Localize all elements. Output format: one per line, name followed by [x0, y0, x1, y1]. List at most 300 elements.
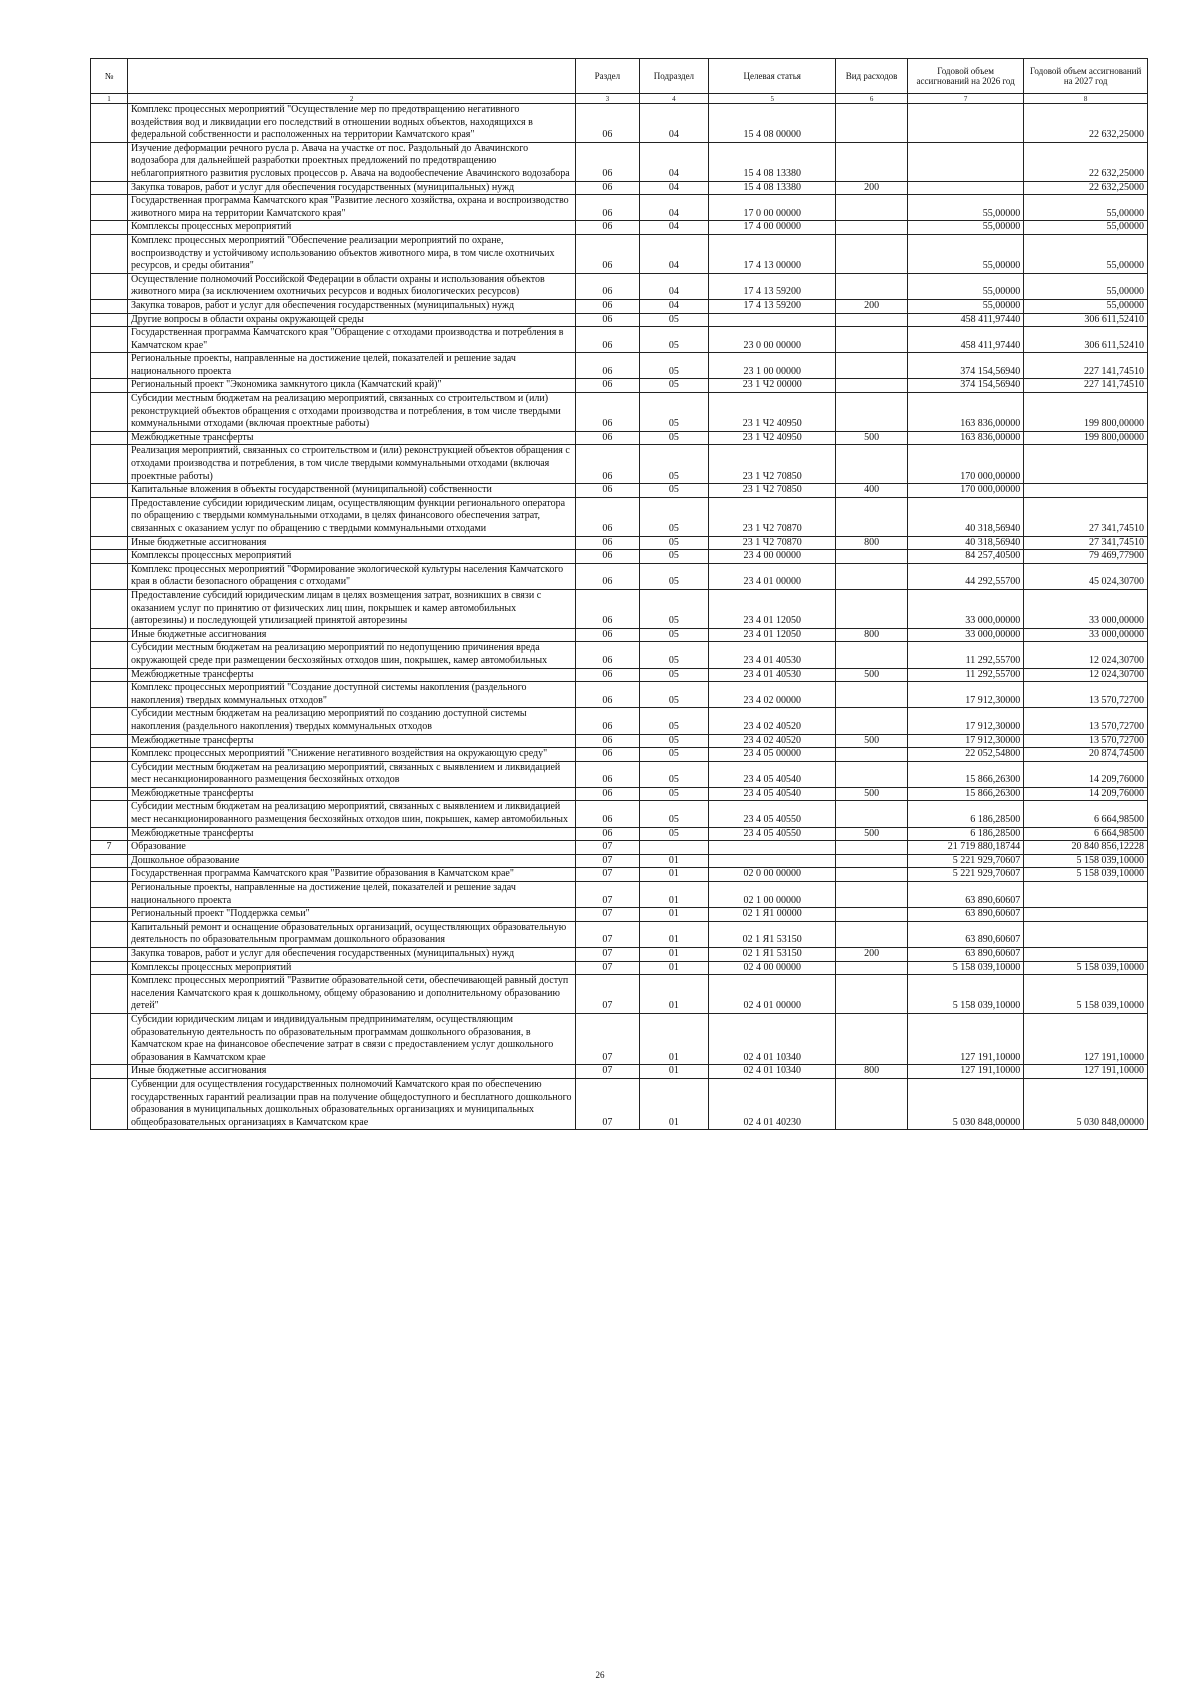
row-expense-type [836, 142, 908, 181]
row-razdel: 06 [576, 273, 639, 299]
row-name: Капитальный ремонт и оснащение образовательных организаций, осуществляющих образовательную деятельность по образовательным программам дошкольного образования [127, 921, 575, 947]
table-row [91, 854, 1148, 868]
row-target-article [709, 313, 836, 327]
row-name: Реализация мероприятий, связанных со строительством и (или) реконструкцией объектов обращения с отходами производства и потребления, в том числе твердыми коммунальными отходами (включая проектные работы) [127, 445, 575, 484]
row-target-article: 02 4 00 00000 [709, 961, 836, 975]
table-row [91, 393, 1148, 432]
row-amount-2027: 199 800,00000 [1024, 431, 1148, 445]
row-razdel: 06 [576, 445, 639, 484]
table-row [91, 195, 1148, 221]
row-podrazdel: 01 [639, 975, 709, 1014]
row-target-article: 02 4 01 40230 [709, 1078, 836, 1129]
row-amount-2027: 5 158 039,10000 [1024, 854, 1148, 868]
row-amount-2027: 6 664,98500 [1024, 801, 1148, 827]
row-amount-2026: 5 030 848,00000 [908, 1078, 1024, 1129]
row-expense-type [836, 313, 908, 327]
row-amount-2027: 45 024,30700 [1024, 563, 1148, 589]
row-podrazdel: 05 [639, 628, 709, 642]
row-amount-2026: 163 836,00000 [908, 431, 1024, 445]
row-amount-2026: 55,00000 [908, 234, 1024, 273]
row-razdel: 06 [576, 299, 639, 313]
row-index [91, 393, 128, 432]
row-razdel: 07 [576, 1078, 639, 1129]
row-razdel: 06 [576, 327, 639, 353]
row-amount-2027: 6 664,98500 [1024, 827, 1148, 841]
row-target-article: 23 1 Ч2 00000 [709, 379, 836, 393]
row-target-article: 23 4 05 40550 [709, 801, 836, 827]
row-amount-2027: 306 611,52410 [1024, 327, 1148, 353]
row-podrazdel: 05 [639, 708, 709, 734]
table-row [91, 948, 1148, 962]
table-row [91, 827, 1148, 841]
row-podrazdel: 05 [639, 642, 709, 668]
row-index [91, 142, 128, 181]
row-target-article: 23 4 02 00000 [709, 682, 836, 708]
row-amount-2027: 14 209,76000 [1024, 761, 1148, 787]
row-index [91, 1078, 128, 1129]
row-name: Региональные проекты, направленные на достижение целей, показателей и решение задач национального проекта [127, 353, 575, 379]
row-target-article: 17 4 13 00000 [709, 234, 836, 273]
row-razdel: 06 [576, 682, 639, 708]
table-row [91, 273, 1148, 299]
row-expense-type: 800 [836, 1065, 908, 1079]
row-razdel: 07 [576, 1065, 639, 1079]
row-name: Субсидии местным бюджетам на реализацию мероприятий, связанных с выявлением и ликвидацией мест несанкционированного размещения бесхозяйных отходов [127, 761, 575, 787]
row-name: Субвенции для осуществления государственных полномочий Камчатского края по обеспечению государственных гарантий реализации прав на получение общедоступного и бесплатного дошкольного образования в муниципальных дошкольных образовательных организациях и муниципальных общеобразовательных организациях в Камчатском крае [127, 1078, 575, 1129]
table-row [91, 142, 1148, 181]
row-index [91, 299, 128, 313]
row-amount-2026: 170 000,00000 [908, 484, 1024, 498]
row-name: Предоставление субсидии юридическим лицам, осуществляющим функции регионального оператора по обращению с твердыми коммунальными отходами, в целях финансового обеспечения затрат, связанных с оказанием услуг по обращению с твердыми коммунальными отходами [127, 497, 575, 536]
row-amount-2026: 63 890,60607 [908, 921, 1024, 947]
row-amount-2027: 55,00000 [1024, 221, 1148, 235]
row-razdel: 06 [576, 801, 639, 827]
row-index [91, 787, 128, 801]
row-razdel: 06 [576, 313, 639, 327]
row-podrazdel: 05 [639, 484, 709, 498]
row-razdel: 06 [576, 234, 639, 273]
row-name: Межбюджетные трансферты [127, 827, 575, 841]
row-amount-2026: 5 221 929,70607 [908, 868, 1024, 882]
row-name: Закупка товаров, работ и услуг для обеспечения государственных (муниципальных) нужд [127, 299, 575, 313]
header-name [127, 59, 575, 94]
column-number: 8 [1024, 94, 1148, 104]
row-amount-2026: 170 000,00000 [908, 445, 1024, 484]
row-expense-type: 500 [836, 668, 908, 682]
row-podrazdel: 01 [639, 882, 709, 908]
row-name: Комплекс процессных мероприятий "Обеспечение реализации мероприятий по охране, воспроизводству и устойчивому использованию объектов животного мира, в том числе охотничьих ресурсов, и среды обитания" [127, 234, 575, 273]
row-target-article: 23 1 00 00000 [709, 353, 836, 379]
row-podrazdel: 05 [639, 668, 709, 682]
row-name: Субсидии местным бюджетам на реализацию мероприятий по недопущению причинения вреда окружающей среде при размещении бесхозяйных отходов шин, покрышек, камер автомобильных [127, 642, 575, 668]
row-amount-2027: 12 024,30700 [1024, 668, 1148, 682]
row-podrazdel: 01 [639, 948, 709, 962]
row-amount-2027 [1024, 921, 1148, 947]
row-podrazdel: 01 [639, 1013, 709, 1064]
row-razdel: 07 [576, 921, 639, 947]
row-amount-2027: 20 874,74500 [1024, 748, 1148, 762]
row-amount-2027: 14 209,76000 [1024, 787, 1148, 801]
row-target-article: 23 4 01 40530 [709, 668, 836, 682]
row-amount-2026: 11 292,55700 [908, 642, 1024, 668]
row-amount-2027: 27 341,74510 [1024, 536, 1148, 550]
table-row [91, 1013, 1148, 1064]
row-razdel: 06 [576, 748, 639, 762]
row-expense-type [836, 221, 908, 235]
row-amount-2026: 374 154,56940 [908, 353, 1024, 379]
row-amount-2026: 5 158 039,10000 [908, 961, 1024, 975]
row-target-article: 23 0 00 00000 [709, 327, 836, 353]
row-amount-2026: 55,00000 [908, 195, 1024, 221]
row-podrazdel: 04 [639, 234, 709, 273]
budget-table [90, 58, 1148, 1130]
header-2027: Годовой объем ассигнований на 2027 год [1024, 59, 1148, 94]
row-name: Иные бюджетные ассигнования [127, 536, 575, 550]
header-razdel: Раздел [576, 59, 639, 94]
row-target-article: 23 4 01 12050 [709, 628, 836, 642]
row-index [91, 104, 128, 143]
row-amount-2027: 22 632,25000 [1024, 181, 1148, 195]
row-expense-type [836, 748, 908, 762]
row-razdel: 06 [576, 497, 639, 536]
table-row [91, 748, 1148, 762]
row-podrazdel: 05 [639, 379, 709, 393]
row-name: Комплекс процессных мероприятий "Развитие образовательной сети, обеспечивающей равный доступ населения Камчатского края к дошкольному, общему образованию и дополнительному образованию детей" [127, 975, 575, 1014]
row-name: Образование [127, 841, 575, 855]
row-razdel: 06 [576, 379, 639, 393]
row-target-article: 23 1 Ч2 70850 [709, 484, 836, 498]
row-expense-type [836, 975, 908, 1014]
row-index: 7 [91, 841, 128, 855]
row-razdel: 07 [576, 908, 639, 922]
row-index [91, 313, 128, 327]
table-row [91, 379, 1148, 393]
row-name: Дошкольное образование [127, 854, 575, 868]
row-razdel: 06 [576, 353, 639, 379]
row-index [91, 181, 128, 195]
row-amount-2026: 458 411,97440 [908, 327, 1024, 353]
row-razdel: 06 [576, 642, 639, 668]
row-podrazdel: 05 [639, 497, 709, 536]
row-name: Закупка товаров, работ и услуг для обеспечения государственных (муниципальных) нужд [127, 948, 575, 962]
table-header [91, 59, 1148, 104]
row-index [91, 854, 128, 868]
row-name: Комплексы процессных мероприятий [127, 550, 575, 564]
row-target-article: 23 4 01 12050 [709, 589, 836, 628]
row-expense-type [836, 353, 908, 379]
row-expense-type [836, 642, 908, 668]
row-podrazdel: 05 [639, 801, 709, 827]
row-razdel: 06 [576, 787, 639, 801]
row-target-article: 23 4 02 40520 [709, 734, 836, 748]
header-no: № [91, 59, 128, 94]
row-razdel: 06 [576, 628, 639, 642]
row-target-article [709, 854, 836, 868]
row-index [91, 975, 128, 1014]
row-razdel: 06 [576, 734, 639, 748]
row-razdel: 07 [576, 854, 639, 868]
row-podrazdel: 05 [639, 563, 709, 589]
header-podrazdel: Подраздел [639, 59, 709, 94]
row-podrazdel: 04 [639, 181, 709, 195]
table-row [91, 801, 1148, 827]
row-razdel: 07 [576, 882, 639, 908]
row-expense-type [836, 868, 908, 882]
row-amount-2026: 55,00000 [908, 273, 1024, 299]
row-amount-2026: 33 000,00000 [908, 628, 1024, 642]
row-razdel: 06 [576, 431, 639, 445]
row-amount-2026: 17 912,30000 [908, 682, 1024, 708]
row-target-article: 23 1 Ч2 70850 [709, 445, 836, 484]
row-amount-2026: 11 292,55700 [908, 668, 1024, 682]
row-amount-2027: 27 341,74510 [1024, 497, 1148, 536]
row-target-article: 15 4 08 00000 [709, 104, 836, 143]
table-row [91, 841, 1148, 855]
row-amount-2027: 33 000,00000 [1024, 628, 1148, 642]
row-index [91, 921, 128, 947]
table-row [91, 1078, 1148, 1129]
row-index [91, 589, 128, 628]
table-row [91, 668, 1148, 682]
row-expense-type [836, 445, 908, 484]
column-number: 7 [908, 94, 1024, 104]
row-amount-2027: 5 158 039,10000 [1024, 868, 1148, 882]
row-name: Иные бюджетные ассигнования [127, 628, 575, 642]
row-razdel: 07 [576, 961, 639, 975]
row-razdel: 06 [576, 563, 639, 589]
row-expense-type: 800 [836, 536, 908, 550]
row-target-article: 02 0 00 00000 [709, 868, 836, 882]
row-target-article: 02 1 Я1 00000 [709, 908, 836, 922]
row-podrazdel: 05 [639, 536, 709, 550]
header-target-article: Целевая статья [709, 59, 836, 94]
row-amount-2027: 20 840 856,12228 [1024, 841, 1148, 855]
row-target-article: 02 1 Я1 53150 [709, 948, 836, 962]
row-amount-2026: 6 186,28500 [908, 827, 1024, 841]
row-target-article: 17 4 13 59200 [709, 299, 836, 313]
column-number: 5 [709, 94, 836, 104]
row-amount-2027: 127 191,10000 [1024, 1013, 1148, 1064]
row-target-article: 17 4 13 59200 [709, 273, 836, 299]
row-amount-2026: 22 052,54800 [908, 748, 1024, 762]
table-row [91, 550, 1148, 564]
row-expense-type [836, 393, 908, 432]
header-2026: Годовой объем ассигнований на 2026 год [908, 59, 1024, 94]
row-razdel: 06 [576, 181, 639, 195]
row-amount-2026: 458 411,97440 [908, 313, 1024, 327]
table-row [91, 642, 1148, 668]
row-index [91, 234, 128, 273]
row-expense-type [836, 1078, 908, 1129]
row-razdel: 06 [576, 708, 639, 734]
row-podrazdel: 05 [639, 313, 709, 327]
row-expense-type: 500 [836, 431, 908, 445]
row-index [91, 708, 128, 734]
page-number: 26 [595, 1670, 605, 1680]
table-row [91, 104, 1148, 143]
row-expense-type: 500 [836, 787, 908, 801]
row-razdel: 06 [576, 536, 639, 550]
row-amount-2026: 55,00000 [908, 299, 1024, 313]
table-row [91, 589, 1148, 628]
row-amount-2027: 13 570,72700 [1024, 682, 1148, 708]
row-index [91, 734, 128, 748]
table-row [91, 484, 1148, 498]
row-amount-2026: 63 890,60607 [908, 882, 1024, 908]
row-expense-type [836, 801, 908, 827]
row-expense-type [836, 379, 908, 393]
row-index [91, 961, 128, 975]
table-row [91, 181, 1148, 195]
table-row [91, 734, 1148, 748]
row-name: Субсидии местным бюджетам на реализацию мероприятий по созданию доступной системы накопления (раздельного накопления) твердых коммунальных отходов [127, 708, 575, 734]
table-row [91, 299, 1148, 313]
table-row [91, 221, 1148, 235]
table-row [91, 536, 1148, 550]
row-index [91, 1013, 128, 1064]
row-expense-type [836, 195, 908, 221]
row-amount-2026 [908, 104, 1024, 143]
row-index [91, 445, 128, 484]
table-row [91, 975, 1148, 1014]
row-podrazdel: 05 [639, 761, 709, 787]
row-name: Субсидии местным бюджетам на реализацию мероприятий, связанных со строительством и (или) реконструкцией объектов обращения с отходами производства и потребления, в том числе твердыми коммунальными отходами (включая проектные работы) [127, 393, 575, 432]
row-amount-2026: 127 191,10000 [908, 1013, 1024, 1064]
row-index [91, 273, 128, 299]
table-row [91, 787, 1148, 801]
row-razdel: 06 [576, 550, 639, 564]
row-name: Субсидии юридическим лицам и индивидуальным предпринимателям, осуществляющим образовательную деятельность по образовательным программам дошкольного образования, в Камчатском крае на финансовое обеспечение затрат в связи с предоставлением услуг дошкольного образования в Камчатском крае [127, 1013, 575, 1064]
row-index [91, 221, 128, 235]
row-amount-2027 [1024, 948, 1148, 962]
row-podrazdel: 05 [639, 734, 709, 748]
row-index [91, 353, 128, 379]
row-amount-2026: 84 257,40500 [908, 550, 1024, 564]
row-index [91, 536, 128, 550]
row-amount-2027: 5 158 039,10000 [1024, 975, 1148, 1014]
row-expense-type [836, 497, 908, 536]
header-column-numbers [91, 94, 1148, 104]
row-amount-2026: 40 318,56940 [908, 536, 1024, 550]
row-amount-2027: 227 141,74510 [1024, 379, 1148, 393]
row-target-article: 17 0 00 00000 [709, 195, 836, 221]
row-amount-2027 [1024, 882, 1148, 908]
table-row [91, 431, 1148, 445]
row-expense-type: 200 [836, 948, 908, 962]
row-razdel: 07 [576, 975, 639, 1014]
row-target-article: 02 1 Я1 53150 [709, 921, 836, 947]
table-row [91, 353, 1148, 379]
row-target-article: 02 4 01 00000 [709, 975, 836, 1014]
row-name: Межбюджетные трансферты [127, 431, 575, 445]
table-body [91, 104, 1148, 1130]
table-row [91, 1065, 1148, 1079]
row-amount-2026: 17 912,30000 [908, 734, 1024, 748]
row-expense-type [836, 882, 908, 908]
row-podrazdel: 05 [639, 353, 709, 379]
row-podrazdel: 01 [639, 961, 709, 975]
row-amount-2027: 13 570,72700 [1024, 734, 1148, 748]
table-row [91, 882, 1148, 908]
row-podrazdel: 04 [639, 104, 709, 143]
row-amount-2027: 227 141,74510 [1024, 353, 1148, 379]
row-amount-2027: 22 632,25000 [1024, 142, 1148, 181]
row-target-article: 02 1 00 00000 [709, 882, 836, 908]
row-podrazdel: 05 [639, 431, 709, 445]
row-expense-type [836, 961, 908, 975]
row-amount-2026: 374 154,56940 [908, 379, 1024, 393]
row-expense-type [836, 104, 908, 143]
row-name: Комплексы процессных мероприятий [127, 961, 575, 975]
row-amount-2027: 55,00000 [1024, 195, 1148, 221]
row-podrazdel: 05 [639, 787, 709, 801]
row-amount-2027: 13 570,72700 [1024, 708, 1148, 734]
table-row [91, 961, 1148, 975]
row-target-article: 17 4 00 00000 [709, 221, 836, 235]
row-index [91, 550, 128, 564]
column-number: 2 [127, 94, 575, 104]
row-expense-type: 500 [836, 827, 908, 841]
row-name: Региональный проект "Экономика замкнутого цикла (Камчатский край)" [127, 379, 575, 393]
table-row [91, 761, 1148, 787]
row-expense-type [836, 273, 908, 299]
row-expense-type [836, 234, 908, 273]
table-row [91, 628, 1148, 642]
row-index [91, 327, 128, 353]
row-amount-2026 [908, 181, 1024, 195]
row-expense-type [836, 327, 908, 353]
row-podrazdel: 04 [639, 195, 709, 221]
row-razdel: 06 [576, 195, 639, 221]
row-target-article: 02 4 01 10340 [709, 1013, 836, 1064]
row-razdel: 06 [576, 668, 639, 682]
row-podrazdel: 05 [639, 589, 709, 628]
row-amount-2027: 199 800,00000 [1024, 393, 1148, 432]
table-row [91, 445, 1148, 484]
row-podrazdel: 04 [639, 221, 709, 235]
row-podrazdel: 01 [639, 854, 709, 868]
row-target-article: 02 4 01 10340 [709, 1065, 836, 1079]
row-index [91, 563, 128, 589]
row-name: Комплекс процессных мероприятий "Формирование экологической культуры населения Камчатского края в области безопасного обращения с отходами" [127, 563, 575, 589]
row-name: Иные бюджетные ассигнования [127, 1065, 575, 1079]
row-expense-type [836, 589, 908, 628]
row-expense-type: 200 [836, 181, 908, 195]
row-index [91, 868, 128, 882]
table-row [91, 313, 1148, 327]
row-expense-type [836, 841, 908, 855]
row-expense-type: 800 [836, 628, 908, 642]
row-index [91, 748, 128, 762]
row-target-article: 23 4 02 40520 [709, 708, 836, 734]
row-amount-2026 [908, 142, 1024, 181]
row-razdel: 06 [576, 827, 639, 841]
row-target-article: 23 1 Ч2 70870 [709, 536, 836, 550]
row-razdel: 07 [576, 841, 639, 855]
column-number: 6 [836, 94, 908, 104]
row-index [91, 882, 128, 908]
row-podrazdel: 05 [639, 827, 709, 841]
row-podrazdel: 01 [639, 908, 709, 922]
table-row [91, 497, 1148, 536]
row-podrazdel: 04 [639, 273, 709, 299]
row-amount-2026: 127 191,10000 [908, 1065, 1024, 1079]
row-index [91, 801, 128, 827]
row-name: Государственная программа Камчатского края "Развитие образования в Камчатском крае" [127, 868, 575, 882]
row-name: Региональные проекты, направленные на достижение целей, показателей и решение задач национального проекта [127, 882, 575, 908]
row-name: Комплексы процессных мероприятий [127, 221, 575, 235]
row-target-article: 15 4 08 13380 [709, 142, 836, 181]
